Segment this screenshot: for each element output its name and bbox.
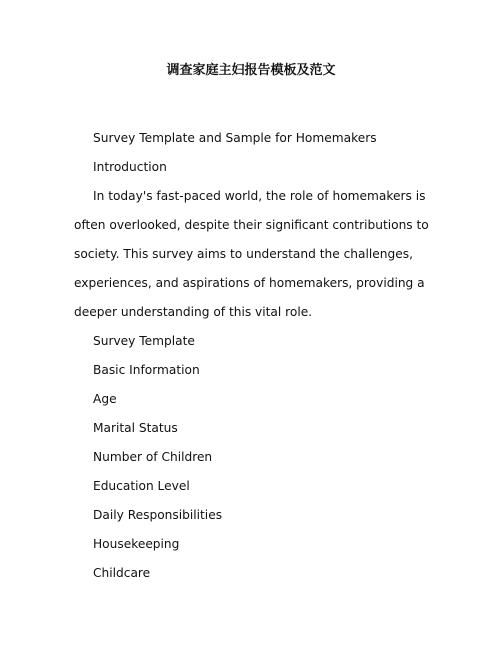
heading-daily-responsibilities: Daily Responsibilities [93, 508, 223, 522]
item-housekeeping: Housekeeping [93, 537, 180, 551]
field-education-level: Education Level [93, 479, 190, 493]
document-title: 调查家庭主妇报告模板及范文 [166, 63, 336, 78]
field-age: Age [93, 392, 117, 406]
field-marital-status: Marital Status [93, 421, 178, 435]
heading-basic-information: Basic Information [93, 363, 200, 377]
heading-introduction: Introduction [93, 160, 167, 174]
field-number-of-children: Number of Children [93, 450, 213, 464]
heading-survey-template: Survey Template [93, 334, 195, 348]
item-childcare: Childcare [93, 566, 151, 580]
intro-paragraph: In today's fast-paced world, the role of homemakers is often overlooked, despite their significant contributions to society. This survey aims to understand the challenges, experiences, and aspirations of homemakers, providing a deeper understanding of this vital role. [74, 189, 429, 319]
subtitle-line: Survey Template and Sample for Homemakers [93, 131, 377, 145]
document-body [74, 124, 434, 588]
